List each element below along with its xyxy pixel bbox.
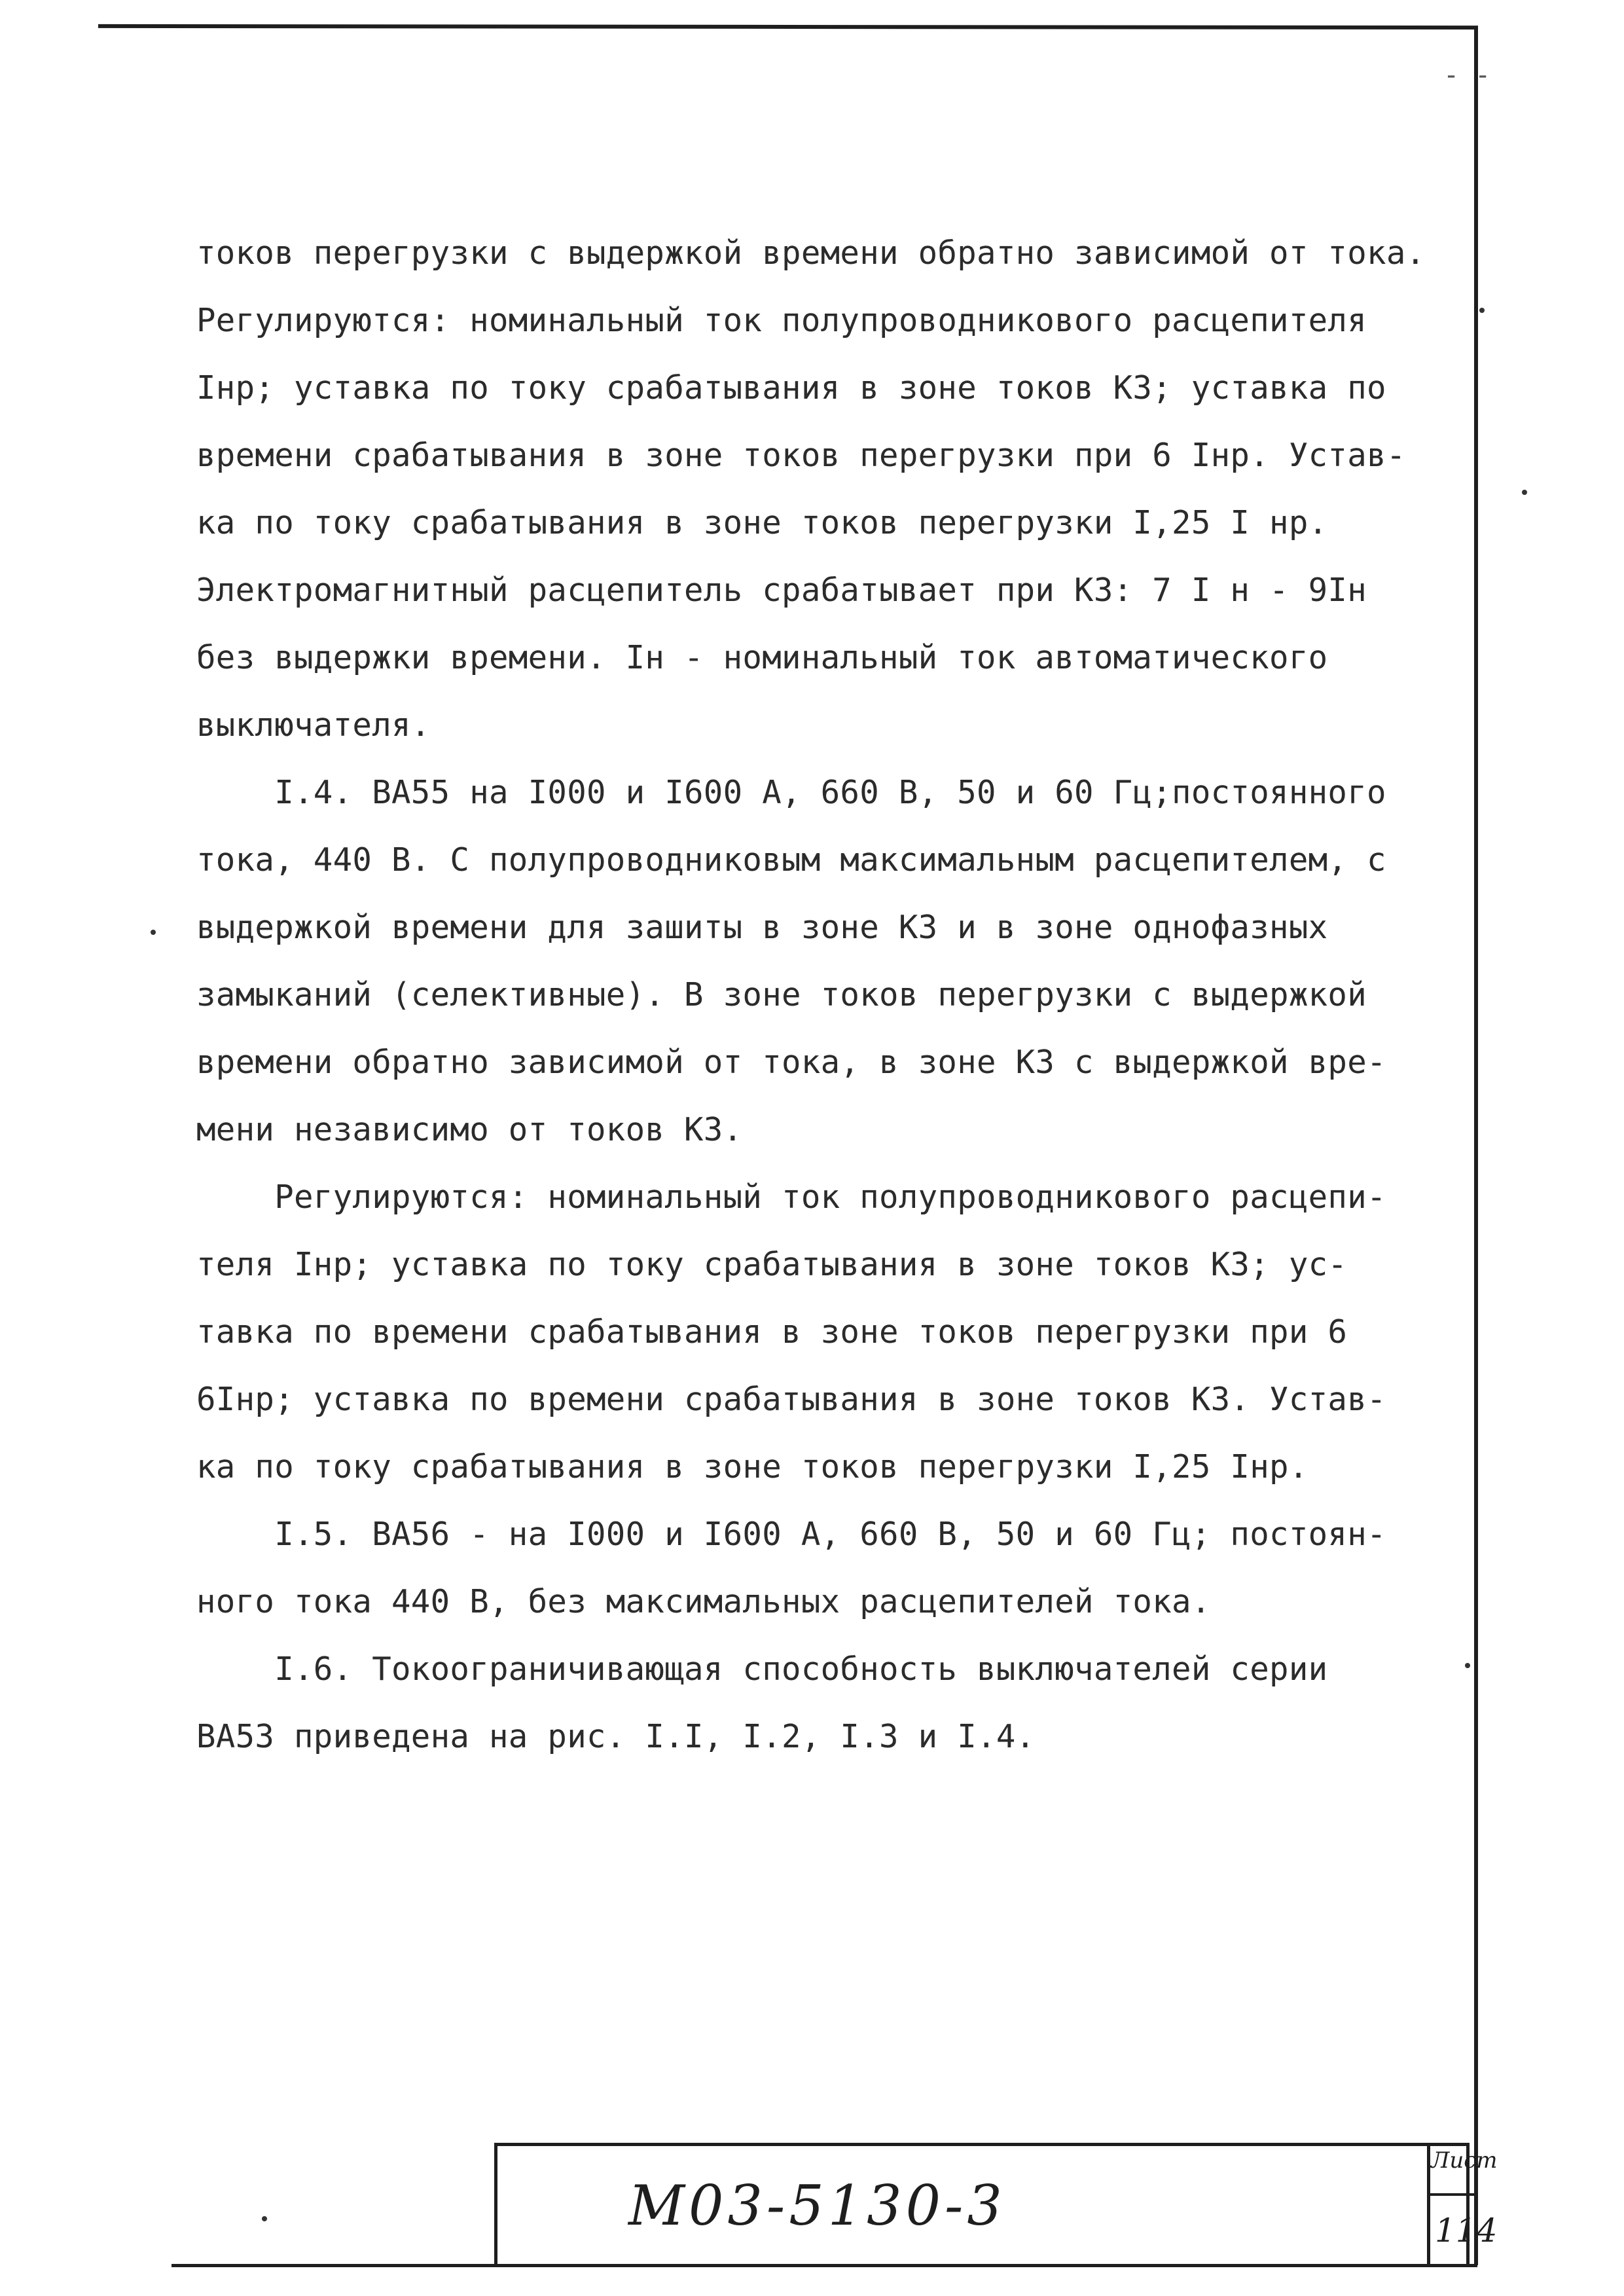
text-line: Регулируются: номинальный ток полупроводникового расцепи-	[196, 1178, 1386, 1216]
text-line: 6Iнр; уставка по времени срабатывания в зоне токов КЗ. Устав-	[196, 1381, 1386, 1418]
text-line: времени срабатывания в зоне токов перегрузки при 6 Iнр. Устав-	[196, 437, 1406, 474]
text-line: выключателя.	[196, 706, 431, 744]
scan-speck	[1465, 1663, 1470, 1668]
paragraph-3	[196, 1163, 1473, 1501]
text-line: тока, 440 В. С полупроводниковым максимальным расцепителем, с	[196, 841, 1386, 879]
sheet-number: 114	[1435, 2212, 1498, 2250]
text-line: теля Iнр; уставка по току срабатывания в зоне токов КЗ; ус-	[196, 1246, 1348, 1283]
paragraph-2	[196, 759, 1473, 1163]
document-body	[196, 219, 1473, 1770]
scan-speck	[1522, 490, 1527, 495]
text-line: мени независимо от токов КЗ.	[196, 1111, 743, 1148]
paragraph-1	[196, 219, 1473, 759]
text-line: Iнр; уставка по току срабатывания в зоне токов КЗ; уставка по	[196, 369, 1386, 407]
scan-speck	[151, 930, 156, 935]
frame-right-border	[1474, 26, 1478, 2265]
frame-bottom-border	[171, 2264, 1477, 2267]
text-line: I.6. Токоограничивающая способность выключателей серии	[196, 1650, 1328, 1688]
text-line: Регулируются: номинальный ток полупроводникового расцепителя	[196, 302, 1367, 339]
text-line: ка по току срабатывания в зоне токов перегрузки I,25 I нр.	[196, 504, 1328, 541]
text-line: ного тока 440 В, без максимальных расцепителей тока.	[196, 1583, 1211, 1620]
document-code: М03-5130-3	[628, 2174, 1006, 2238]
text-line: I.5. ВА56 - на I000 и I600 А, 660 В, 50 и 60 Гц; постоян-	[196, 1516, 1386, 1553]
text-line: ка по току срабатывания в зоне токов перегрузки I,25 Iнр.	[196, 1448, 1308, 1485]
text-line: тавка по времени срабатывания в зоне токов перегрузки при 6	[196, 1313, 1348, 1351]
text-line: замыканий (селективные). В зоне токов перегрузки с выдержкой	[196, 976, 1367, 1013]
text-line: ВА53 приведена на рис. I.I, I.2, I.3 и I.4.	[196, 1718, 1036, 1755]
scan-speck	[1479, 308, 1485, 313]
text-line: токов перегрузки с выдержкой времени обратно зависимой от тока.	[196, 234, 1426, 272]
top-right-mark: - -	[1443, 60, 1491, 90]
text-line: выдержкой времени для зашиты в зоне КЗ и в зоне однофазных	[196, 909, 1328, 946]
text-line: времени обратно зависимой от тока, в зоне КЗ с выдержкой вре-	[196, 1044, 1386, 1081]
text-line: I.4. ВА55 на I000 и I600 А, 660 В, 50 и 60 Гц;постоянного	[196, 774, 1386, 811]
frame-top-border	[98, 24, 1478, 29]
scan-speck	[262, 2216, 267, 2221]
title-block-divider	[1427, 2143, 1430, 2264]
paragraph-4	[196, 1501, 1473, 1635]
text-line: без выдержки времени. Iн - номинальный ток автоматического	[196, 639, 1328, 676]
paragraph-5	[196, 1635, 1473, 1770]
sheet-label: Лист	[1431, 2147, 1498, 2174]
text-line: Электромагнитный расцепитель срабатывает при КЗ: 7 I н - 9Iн	[196, 572, 1367, 609]
sheet-cell-divider	[1427, 2193, 1478, 2196]
